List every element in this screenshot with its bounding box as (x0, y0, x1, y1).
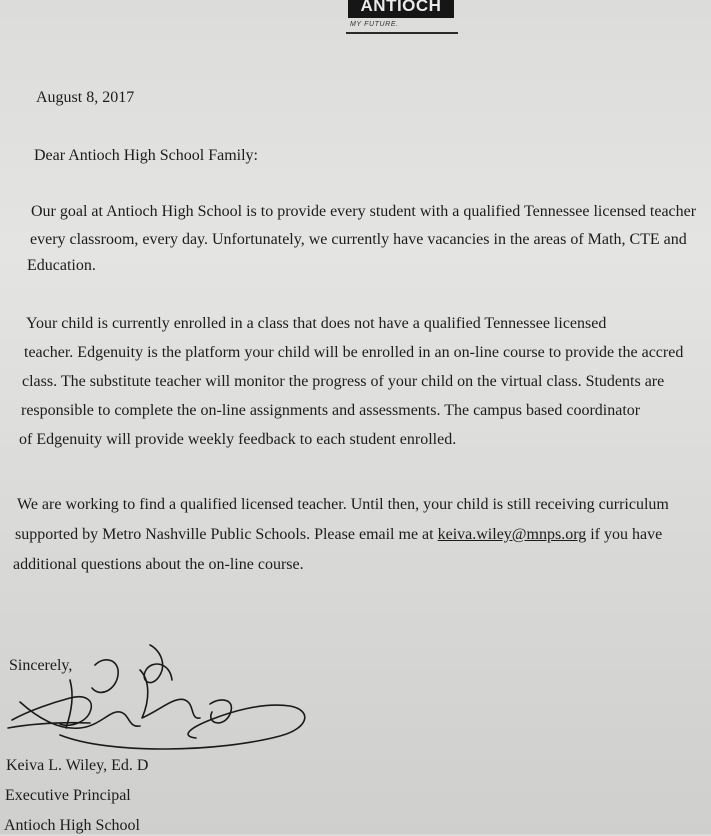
logo-underline (346, 32, 458, 34)
paragraph3-line2-start: supported by Metro Nashville Public Schools. Please email me at (15, 526, 438, 543)
paragraph3-line2 (15, 525, 662, 545)
signature-drawing (0, 640, 330, 760)
school-logo (344, 0, 459, 38)
closing: Sincerely, (9, 657, 73, 674)
paragraph2-line4: responsible to complete the on-line assignments and assessments. The campus based coordinator (21, 402, 641, 419)
logo-wordmark: ANTIOCH (348, 0, 454, 18)
paragraph2-line3: class. The substitute teacher will monitor the progress of your child on the virtual class. Students are (22, 373, 665, 390)
paragraph2-line1: Your child is currently enrolled in a class that does not have a qualified Tennessee licensed (26, 315, 607, 332)
paragraph1-line2: every classroom, every day. Unfortunately, we currently have vacancies in the areas of Math, CTE and (30, 231, 687, 248)
paragraph2-line2: teacher. Edgenuity is the platform your child will be enrolled in an on-line course to provide the accred (24, 344, 684, 361)
paragraph2-line5: of Edgenuity will provide weekly feedback to each student enrolled. (19, 431, 457, 448)
salutation: Dear Antioch High School Family: (34, 147, 258, 164)
paragraph1-line3: Education. (27, 257, 96, 274)
paragraph1-line1: Our goal at Antioch High School is to provide every student with a qualified Tennessee licensed teacher (31, 203, 697, 220)
logo-tagline: MY FUTURE. (350, 21, 399, 28)
signer-title: Executive Principal (5, 787, 131, 804)
paragraph3-line2-end: if you have (586, 526, 663, 543)
signer-name: Keiva L. Wiley, Ed. D (6, 757, 149, 774)
paragraph3-line1: We are working to find a qualified licensed teacher. Until then, your child is still receiving curriculum (17, 496, 669, 513)
school-name: Antioch High School (4, 817, 140, 834)
email-link[interactable]: keiva.wiley@mnps.org (437, 526, 587, 543)
letter-date: August 8, 2017 (36, 89, 135, 106)
paragraph3-line3: additional questions about the on-line course. (13, 556, 304, 573)
